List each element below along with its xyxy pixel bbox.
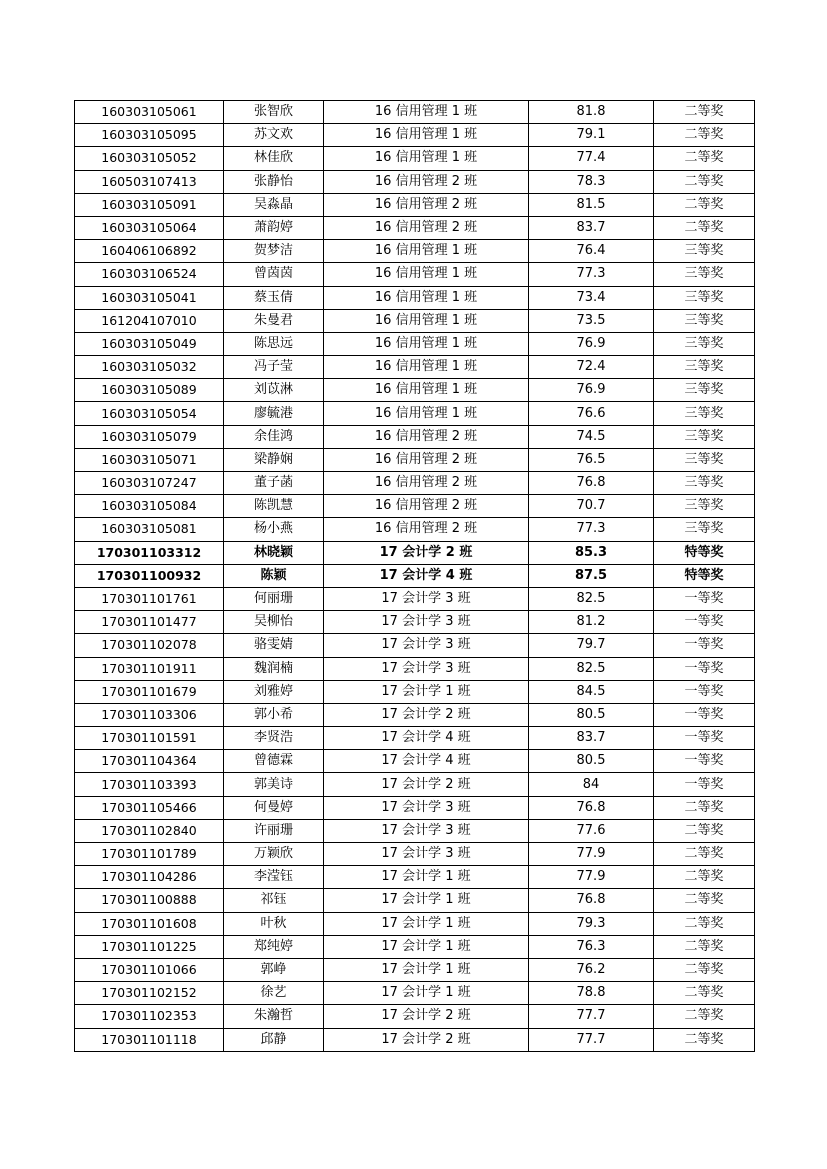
table-row [75, 309, 755, 332]
student-name-cell: 徐艺 [224, 982, 324, 1005]
class-name-cell: 16 信用管理 2 班 [324, 216, 529, 239]
award-cell: 二等奖 [654, 912, 755, 935]
class-name-cell: 16 信用管理 1 班 [324, 147, 529, 170]
award-cell: 三等奖 [654, 425, 755, 448]
award-cell: 一等奖 [654, 611, 755, 634]
table-row [75, 680, 755, 703]
score-cell: 76.2 [529, 958, 654, 981]
class-name-cell: 17 会计学 2 班 [324, 703, 529, 726]
class-name-cell: 17 会计学 4 班 [324, 727, 529, 750]
award-cell: 三等奖 [654, 240, 755, 263]
class-name-cell: 16 信用管理 1 班 [324, 240, 529, 263]
table-row [75, 356, 755, 379]
award-cell: 特等奖 [654, 541, 755, 564]
table-row [75, 263, 755, 286]
student-id-cell: 170301101911 [75, 657, 224, 680]
award-cell: 一等奖 [654, 750, 755, 773]
class-name-cell: 17 会计学 3 班 [324, 634, 529, 657]
award-cell: 二等奖 [654, 193, 755, 216]
score-cell: 70.7 [529, 495, 654, 518]
score-cell: 85.3 [529, 541, 654, 564]
class-name-cell: 16 信用管理 1 班 [324, 379, 529, 402]
award-cell: 二等奖 [654, 982, 755, 1005]
student-name-cell: 贺梦洁 [224, 240, 324, 263]
table-row [75, 402, 755, 425]
student-id-cell: 170301101591 [75, 727, 224, 750]
table-row [75, 332, 755, 355]
award-cell: 二等奖 [654, 796, 755, 819]
student-name-cell: 邱静 [224, 1028, 324, 1051]
table-row [75, 216, 755, 239]
student-name-cell: 梁静娴 [224, 448, 324, 471]
score-cell: 76.9 [529, 332, 654, 355]
student-id-cell: 160303106524 [75, 263, 224, 286]
score-cell: 78.8 [529, 982, 654, 1005]
student-id-cell: 170301102152 [75, 982, 224, 1005]
class-name-cell: 16 信用管理 2 班 [324, 170, 529, 193]
class-name-cell: 17 会计学 3 班 [324, 587, 529, 610]
student-name-cell: 冯子莹 [224, 356, 324, 379]
table-row [75, 564, 755, 587]
award-cell: 二等奖 [654, 124, 755, 147]
table-row [75, 843, 755, 866]
score-cell: 84.5 [529, 680, 654, 703]
student-id-cell: 161204107010 [75, 309, 224, 332]
student-id-cell: 160303105095 [75, 124, 224, 147]
award-cell: 一等奖 [654, 773, 755, 796]
table-row [75, 982, 755, 1005]
award-cell: 二等奖 [654, 866, 755, 889]
student-name-cell: 李滢钰 [224, 866, 324, 889]
student-name-cell: 骆雯婧 [224, 634, 324, 657]
score-cell: 83.7 [529, 727, 654, 750]
student-id-cell: 170301103393 [75, 773, 224, 796]
class-name-cell: 17 会计学 3 班 [324, 843, 529, 866]
class-name-cell: 16 信用管理 2 班 [324, 425, 529, 448]
award-cell: 二等奖 [654, 935, 755, 958]
table-row [75, 495, 755, 518]
table-row [75, 101, 755, 124]
class-name-cell: 17 会计学 3 班 [324, 611, 529, 634]
award-cell: 二等奖 [654, 889, 755, 912]
class-name-cell: 16 信用管理 1 班 [324, 356, 529, 379]
student-id-cell: 170301103312 [75, 541, 224, 564]
student-name-cell: 叶秋 [224, 912, 324, 935]
table-row [75, 866, 755, 889]
score-cell: 81.2 [529, 611, 654, 634]
score-cell: 76.8 [529, 472, 654, 495]
score-cell: 77.3 [529, 518, 654, 541]
table-row [75, 657, 755, 680]
score-cell: 76.9 [529, 379, 654, 402]
score-cell: 79.1 [529, 124, 654, 147]
student-id-cell: 170301101066 [75, 958, 224, 981]
table-row [75, 240, 755, 263]
table-row [75, 958, 755, 981]
student-name-cell: 郭美诗 [224, 773, 324, 796]
table-row [75, 379, 755, 402]
student-id-cell: 170301102078 [75, 634, 224, 657]
student-id-cell: 170301102840 [75, 819, 224, 842]
score-cell: 77.6 [529, 819, 654, 842]
award-cell: 三等奖 [654, 402, 755, 425]
score-cell: 82.5 [529, 587, 654, 610]
score-cell: 77.9 [529, 866, 654, 889]
score-cell: 73.5 [529, 309, 654, 332]
score-cell: 79.3 [529, 912, 654, 935]
class-name-cell: 17 会计学 3 班 [324, 796, 529, 819]
score-cell: 76.6 [529, 402, 654, 425]
class-name-cell: 16 信用管理 1 班 [324, 101, 529, 124]
class-name-cell: 17 会计学 2 班 [324, 1028, 529, 1051]
student-id-cell: 160303105089 [75, 379, 224, 402]
student-id-cell: 160303105091 [75, 193, 224, 216]
class-name-cell: 17 会计学 2 班 [324, 541, 529, 564]
class-name-cell: 16 信用管理 2 班 [324, 448, 529, 471]
student-id-cell: 160303105054 [75, 402, 224, 425]
class-name-cell: 16 信用管理 2 班 [324, 518, 529, 541]
student-id-cell: 160303105032 [75, 356, 224, 379]
student-id-cell: 160406106892 [75, 240, 224, 263]
award-cell: 一等奖 [654, 587, 755, 610]
student-id-cell: 160303107247 [75, 472, 224, 495]
student-id-cell: 170301101477 [75, 611, 224, 634]
student-id-cell: 160303105061 [75, 101, 224, 124]
student-name-cell: 朱曼君 [224, 309, 324, 332]
class-name-cell: 16 信用管理 1 班 [324, 402, 529, 425]
class-name-cell: 16 信用管理 2 班 [324, 193, 529, 216]
award-cell: 三等奖 [654, 379, 755, 402]
score-cell: 78.3 [529, 170, 654, 193]
award-cell: 三等奖 [654, 286, 755, 309]
student-id-cell: 170301101679 [75, 680, 224, 703]
class-name-cell: 17 会计学 1 班 [324, 889, 529, 912]
class-name-cell: 17 会计学 3 班 [324, 819, 529, 842]
student-id-cell: 170301101118 [75, 1028, 224, 1051]
class-name-cell: 16 信用管理 1 班 [324, 286, 529, 309]
table-row [75, 727, 755, 750]
class-name-cell: 16 信用管理 1 班 [324, 263, 529, 286]
student-id-cell: 170301100888 [75, 889, 224, 912]
score-cell: 77.3 [529, 263, 654, 286]
student-id-cell: 170301102353 [75, 1005, 224, 1028]
class-name-cell: 17 会计学 4 班 [324, 564, 529, 587]
table-row [75, 796, 755, 819]
class-name-cell: 17 会计学 4 班 [324, 750, 529, 773]
student-id-cell: 170301101761 [75, 587, 224, 610]
student-id-cell: 160303105041 [75, 286, 224, 309]
student-name-cell: 张智欣 [224, 101, 324, 124]
award-cell: 三等奖 [654, 356, 755, 379]
table-row [75, 889, 755, 912]
score-cell: 76.4 [529, 240, 654, 263]
score-cell: 80.5 [529, 703, 654, 726]
award-cell: 一等奖 [654, 680, 755, 703]
table-row [75, 819, 755, 842]
table-row [75, 425, 755, 448]
student-id-cell: 170301101789 [75, 843, 224, 866]
award-cell: 二等奖 [654, 147, 755, 170]
student-name-cell: 祁钰 [224, 889, 324, 912]
class-name-cell: 17 会计学 3 班 [324, 657, 529, 680]
student-name-cell: 林佳欣 [224, 147, 324, 170]
score-cell: 72.4 [529, 356, 654, 379]
award-cell: 二等奖 [654, 843, 755, 866]
student-id-cell: 160303105049 [75, 332, 224, 355]
student-name-cell: 陈思远 [224, 332, 324, 355]
score-cell: 77.7 [529, 1028, 654, 1051]
student-id-cell: 160503107413 [75, 170, 224, 193]
class-name-cell: 17 会计学 2 班 [324, 1005, 529, 1028]
score-cell: 83.7 [529, 216, 654, 239]
student-id-cell: 170301101225 [75, 935, 224, 958]
score-cell: 80.5 [529, 750, 654, 773]
award-cell: 一等奖 [654, 634, 755, 657]
table-row [75, 541, 755, 564]
class-name-cell: 17 会计学 1 班 [324, 866, 529, 889]
table-row [75, 147, 755, 170]
class-name-cell: 17 会计学 1 班 [324, 935, 529, 958]
class-name-cell: 17 会计学 1 班 [324, 680, 529, 703]
award-cell: 二等奖 [654, 216, 755, 239]
table-row [75, 935, 755, 958]
award-cell: 二等奖 [654, 819, 755, 842]
table-row [75, 170, 755, 193]
table-row [75, 448, 755, 471]
student-id-cell: 160303105079 [75, 425, 224, 448]
table-row [75, 1028, 755, 1051]
score-cell: 87.5 [529, 564, 654, 587]
award-cell: 二等奖 [654, 1005, 755, 1028]
student-name-cell: 刘雅婷 [224, 680, 324, 703]
student-name-cell: 曾德霖 [224, 750, 324, 773]
student-name-cell: 曾茵茵 [224, 263, 324, 286]
class-name-cell: 17 会计学 1 班 [324, 912, 529, 935]
student-name-cell: 张静怡 [224, 170, 324, 193]
table-row [75, 634, 755, 657]
table-body [75, 101, 755, 1052]
student-name-cell: 魏润楠 [224, 657, 324, 680]
table-row [75, 587, 755, 610]
award-cell: 二等奖 [654, 1028, 755, 1051]
student-name-cell: 吴淼晶 [224, 193, 324, 216]
student-name-cell: 郑纯婷 [224, 935, 324, 958]
award-cell: 三等奖 [654, 332, 755, 355]
student-id-cell: 170301104364 [75, 750, 224, 773]
student-name-cell: 万颖欣 [224, 843, 324, 866]
student-name-cell: 蔡玉倩 [224, 286, 324, 309]
award-cell: 二等奖 [654, 170, 755, 193]
score-cell: 73.4 [529, 286, 654, 309]
student-id-cell: 170301104286 [75, 866, 224, 889]
score-cell: 79.7 [529, 634, 654, 657]
table-row [75, 193, 755, 216]
score-cell: 76.8 [529, 889, 654, 912]
table-row [75, 472, 755, 495]
class-name-cell: 16 信用管理 1 班 [324, 309, 529, 332]
student-name-cell: 陈颖 [224, 564, 324, 587]
score-cell: 81.8 [529, 101, 654, 124]
award-cell: 三等奖 [654, 518, 755, 541]
award-cell: 一等奖 [654, 703, 755, 726]
table-row [75, 912, 755, 935]
award-cell: 三等奖 [654, 263, 755, 286]
table-row [75, 611, 755, 634]
student-name-cell: 杨小燕 [224, 518, 324, 541]
award-cell: 三等奖 [654, 309, 755, 332]
award-cell: 三等奖 [654, 448, 755, 471]
class-name-cell: 17 会计学 1 班 [324, 982, 529, 1005]
student-name-cell: 何丽珊 [224, 587, 324, 610]
student-id-cell: 160303105064 [75, 216, 224, 239]
student-id-cell: 160303105052 [75, 147, 224, 170]
student-name-cell: 苏文欢 [224, 124, 324, 147]
award-cell: 三等奖 [654, 495, 755, 518]
student-name-cell: 吴柳怡 [224, 611, 324, 634]
student-name-cell: 廖毓港 [224, 402, 324, 425]
class-name-cell: 17 会计学 1 班 [324, 958, 529, 981]
student-name-cell: 许丽珊 [224, 819, 324, 842]
score-cell: 74.5 [529, 425, 654, 448]
award-cell: 特等奖 [654, 564, 755, 587]
table-row [75, 124, 755, 147]
table-row [75, 703, 755, 726]
class-name-cell: 16 信用管理 2 班 [324, 472, 529, 495]
award-cell: 三等奖 [654, 472, 755, 495]
award-cell: 二等奖 [654, 101, 755, 124]
score-cell: 76.8 [529, 796, 654, 819]
score-cell: 76.5 [529, 448, 654, 471]
table-row [75, 773, 755, 796]
student-name-cell: 郭峥 [224, 958, 324, 981]
student-id-cell: 160303105084 [75, 495, 224, 518]
score-cell: 84 [529, 773, 654, 796]
student-id-cell: 170301101608 [75, 912, 224, 935]
student-id-cell: 170301103306 [75, 703, 224, 726]
score-cell: 81.5 [529, 193, 654, 216]
score-cell: 76.3 [529, 935, 654, 958]
award-cell: 一等奖 [654, 657, 755, 680]
student-name-cell: 余佳鸿 [224, 425, 324, 448]
student-name-cell: 朱瀚哲 [224, 1005, 324, 1028]
class-name-cell: 16 信用管理 1 班 [324, 124, 529, 147]
student-name-cell: 陈凯慧 [224, 495, 324, 518]
award-cell: 一等奖 [654, 727, 755, 750]
student-name-cell: 林晓颖 [224, 541, 324, 564]
class-name-cell: 16 信用管理 2 班 [324, 495, 529, 518]
student-name-cell: 萧韵婷 [224, 216, 324, 239]
score-cell: 77.4 [529, 147, 654, 170]
class-name-cell: 17 会计学 2 班 [324, 773, 529, 796]
table-row [75, 750, 755, 773]
score-cell: 77.7 [529, 1005, 654, 1028]
award-cell: 二等奖 [654, 958, 755, 981]
student-id-cell: 170301105466 [75, 796, 224, 819]
table-row [75, 286, 755, 309]
award-list-table [74, 100, 755, 1052]
student-name-cell: 董子菡 [224, 472, 324, 495]
score-cell: 77.9 [529, 843, 654, 866]
table-row [75, 1005, 755, 1028]
student-name-cell: 郭小希 [224, 703, 324, 726]
student-id-cell: 160303105081 [75, 518, 224, 541]
student-id-cell: 170301100932 [75, 564, 224, 587]
student-id-cell: 160303105071 [75, 448, 224, 471]
student-name-cell: 李贤浩 [224, 727, 324, 750]
score-cell: 82.5 [529, 657, 654, 680]
student-name-cell: 何曼婷 [224, 796, 324, 819]
student-name-cell: 刘苡淋 [224, 379, 324, 402]
table-row [75, 518, 755, 541]
class-name-cell: 16 信用管理 1 班 [324, 332, 529, 355]
